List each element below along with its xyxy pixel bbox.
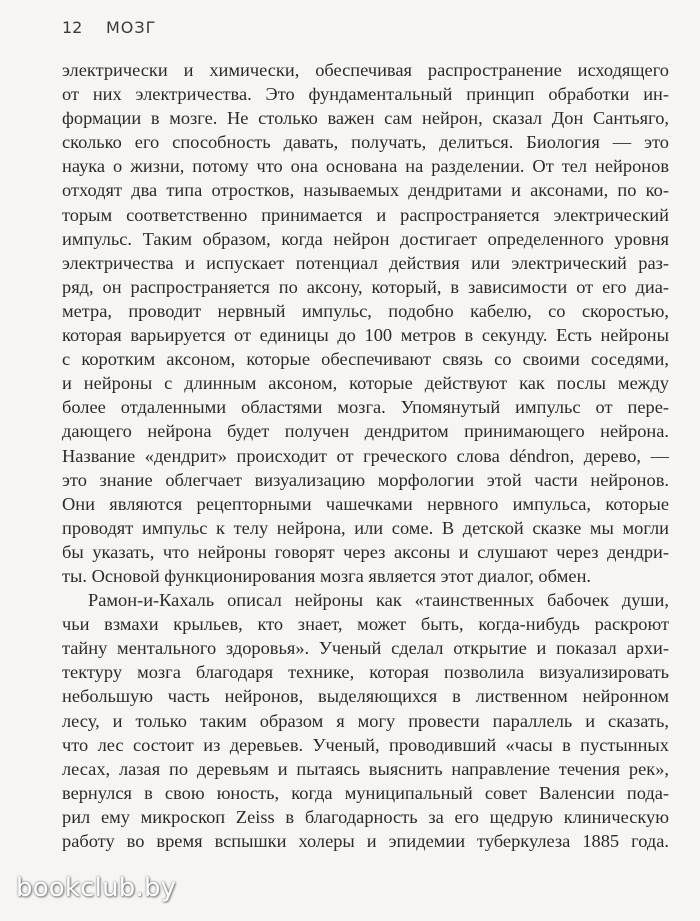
- running-title: МОЗГ: [106, 18, 157, 37]
- watermark: bookclub.by: [16, 873, 177, 903]
- text-line: с коротким аксоном, которые обеспечивают связь со своими соседями,: [62, 349, 669, 370]
- text-line: небольшую часть нейронов, выделяющихся в лиственном нейронном: [62, 686, 669, 707]
- text-line: Рамон-и-Кахаль описал нейроны как «таинственных бабочек души,: [88, 590, 669, 611]
- text-line: ряд, он распространяется по аксону, который, в зависимости от его диа-: [62, 276, 669, 297]
- text-line: тайну ментального здоровья». Ученый сделал открытие и показал архи-: [62, 638, 669, 659]
- text-line: чьи взмахи крыльев, кто знает, может быть, когда-нибудь раскроют: [62, 614, 669, 635]
- text-line: формации в мозге. Не столько важен сам нейрон, сказал Дон Сантьяго,: [62, 108, 669, 129]
- text-line: вернулся в свою юность, когда муниципальный совет Валенсии пода-: [62, 782, 669, 803]
- text-line: ты. Основой функционирования мозга является этот диалог, обмен.: [62, 565, 592, 586]
- text-line: Название «дендрит» происходит от греческого слова déndron, дерево, —: [62, 445, 669, 466]
- text-line: сколько его способность давать, получать, делиться. Биология — это: [62, 132, 669, 153]
- text-line: тектуру мозга благодаря технике, которая позволила визуализировать: [62, 662, 669, 683]
- text-line: Они являются рецепторными чашечками нервного импульса, которые: [62, 493, 669, 514]
- text-line: это знание облегчает визуализацию морфологии этой части нейронов.: [62, 469, 669, 490]
- text-line: что лес состоит из деревьев. Ученый, проводивший «часы в пустынных: [62, 734, 669, 755]
- paragraph-2: [62, 588, 669, 853]
- text-line: отходят два типа отростков, называемых дендритами и аксонами, по ко-: [62, 180, 669, 201]
- text-line: работу во время вспышки холеры и эпидемии туберкулеза 1885 года.: [62, 831, 669, 851]
- text-line: рил ему микроскоп Zeiss в благодарность за его щедрую клиническую: [62, 806, 669, 827]
- text-line: проводят импульс к телу нейрона, или соме. В детской сказке мы могли: [62, 517, 669, 538]
- text-line: электричества и испускает потенциал действия или электрический раз-: [62, 252, 669, 273]
- text-line: метра, проводит нервный импульс, подобно кабелю, со скоростью,: [62, 300, 669, 321]
- paragraph-1: [62, 58, 669, 588]
- text-line: дающего нейрона будет получен дендритом принимающего нейрона.: [62, 421, 669, 442]
- body-text: [62, 58, 669, 853]
- text-line: наука о жизни, потому что она основана на разделении. От тел нейронов: [62, 156, 669, 177]
- text-line: бы указать, что нейроны говорят через аксоны и слушают через дендри-: [62, 541, 669, 562]
- text-line: и нейроны с длинным аксоном, которые действуют как послы между: [62, 373, 669, 394]
- text-line: лесах, лазая по деревьям и пытаясь выяснить направление течения рек»,: [62, 758, 669, 779]
- page-number: 12: [62, 18, 83, 37]
- text-line: торым соответственно принимается и распространяется электрический: [62, 204, 669, 225]
- text-line: более отдаленными областями мозга. Упомянутый импульс от пере-: [62, 397, 669, 418]
- text-line: от них электричества. Это фундаментальный принцип обработки ин-: [62, 84, 669, 105]
- text-line: которая варьируется от единицы до 100 метров в секунду. Есть нейроны: [62, 325, 669, 346]
- running-head: [62, 18, 156, 44]
- text-line: импульс. Таким образом, когда нейрон достигает определенного уровня: [62, 228, 669, 249]
- text-line: лесу, и только таким образом я могу провести параллель и сказать,: [62, 710, 669, 731]
- text-line: электрически и химически, обеспечивая распространение исходящего: [62, 60, 669, 80]
